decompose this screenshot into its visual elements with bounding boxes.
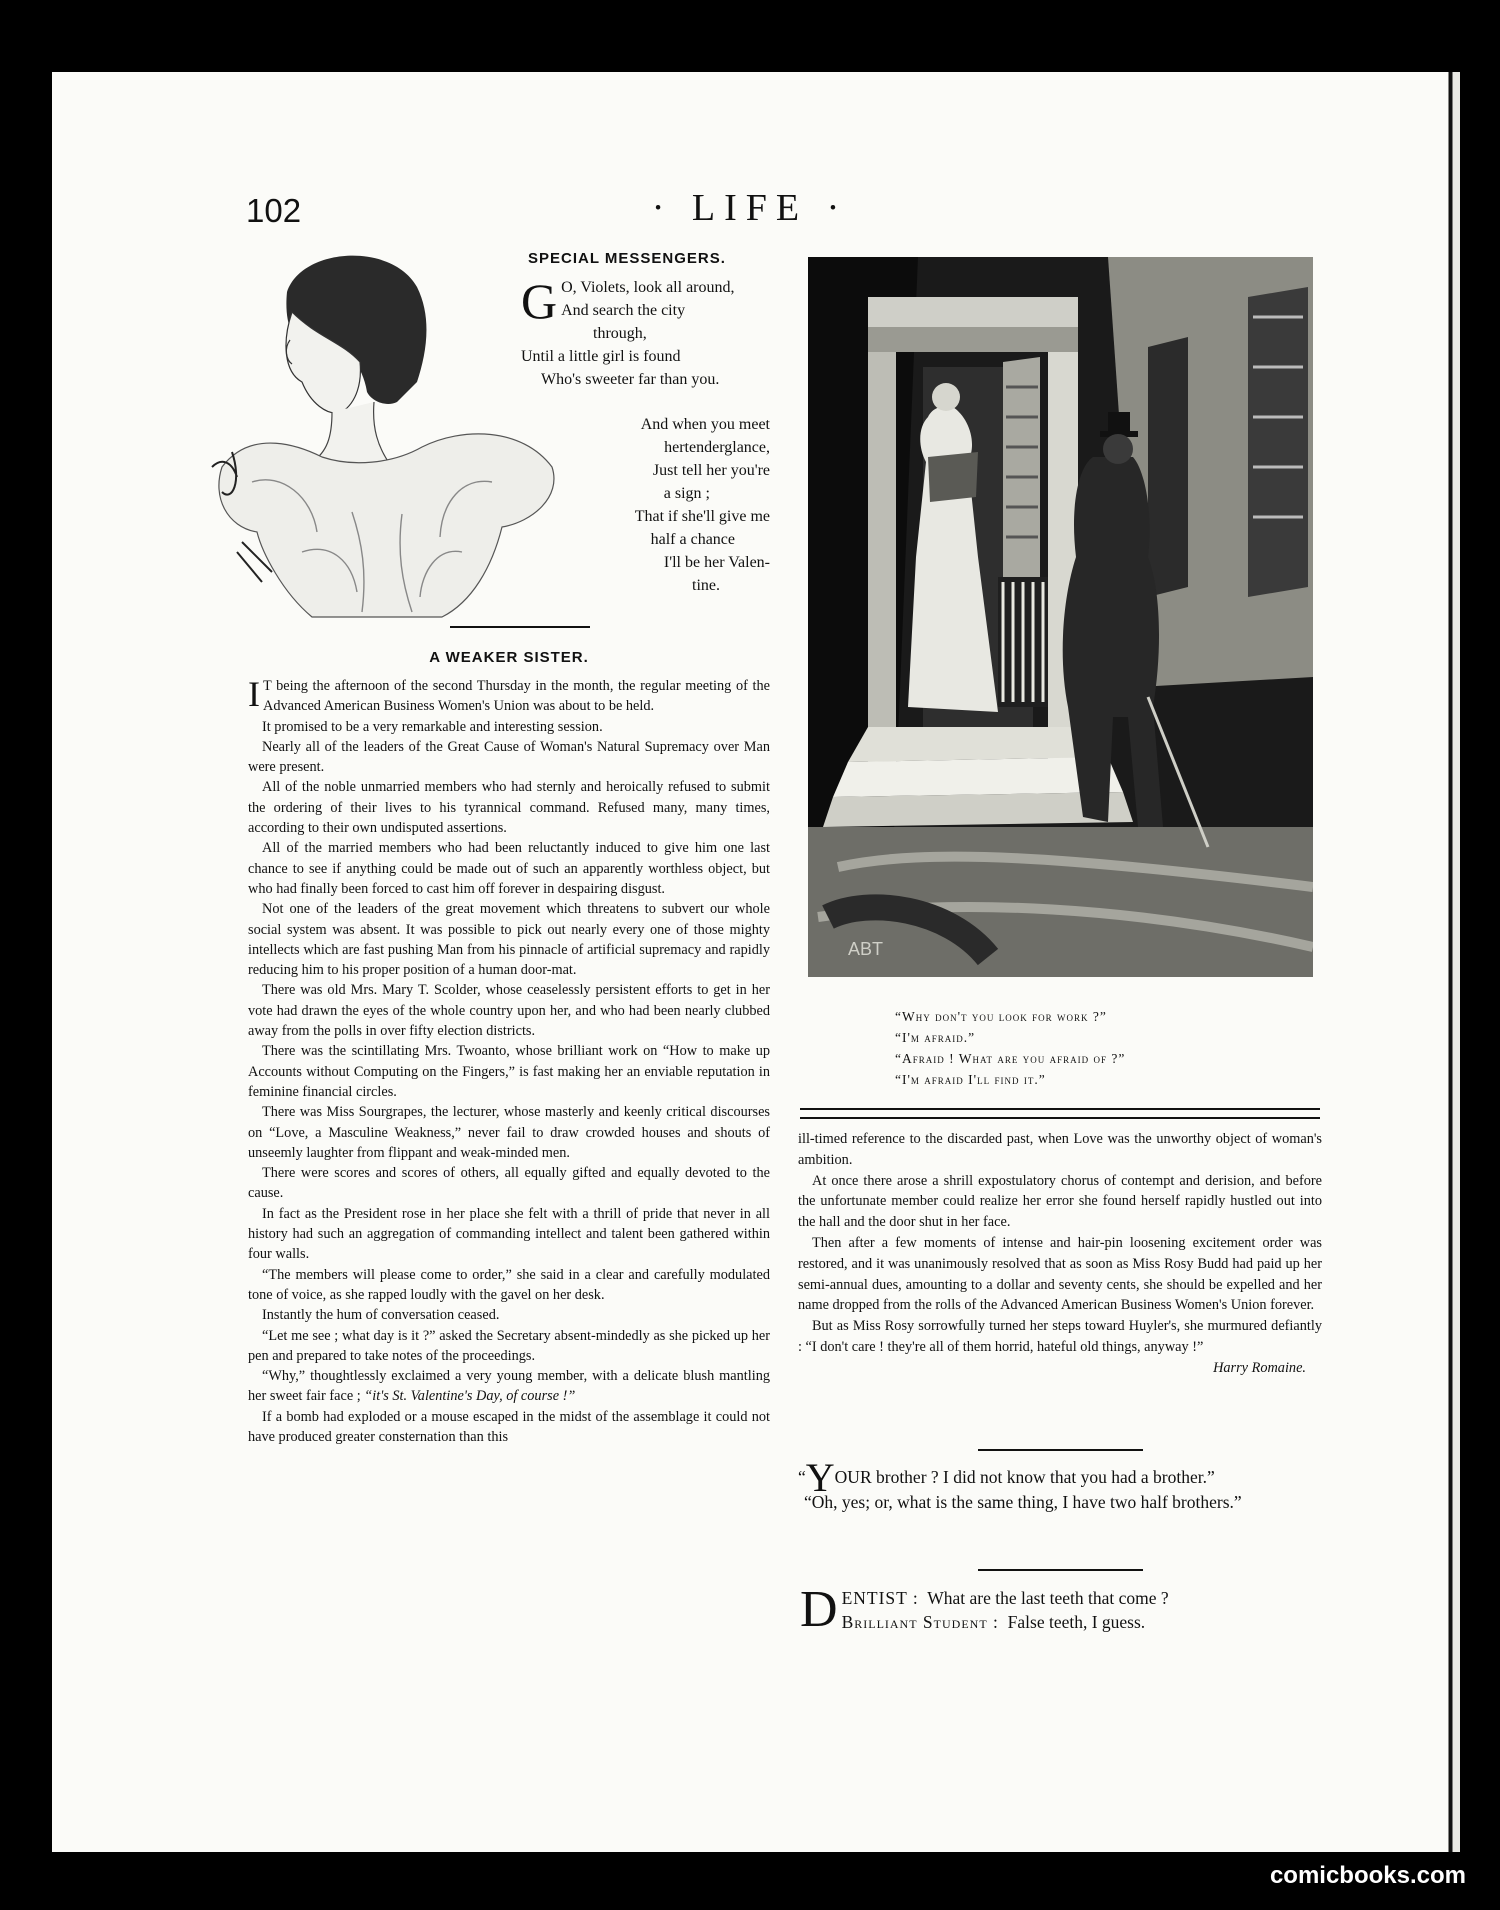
story-paragraph: In fact as the President rose in her place she felt with a thrill of pride that never in all history had such an aggregation of commanding intellect and talent been gathered within four walls.: [248, 1205, 770, 1263]
story-paragraph: Then after a few moments of intense and hair-pin loosening excitement order was restored, and it was unanimously resolved that as soon as Miss Rosy Budd had paid up her semi-annual dues, amounting to a dollar and seventy cents, she should be expelled and her name dropped from the rolls of the Advanced American Business Women's Union forever.: [798, 1234, 1322, 1314]
poem-stanza-1: [521, 273, 771, 391]
story-column-2: [798, 1129, 1322, 1379]
section-rule: [978, 1449, 1143, 1451]
joke-line: “Oh, yes; or, what is the same thing, I have two half brothers.”: [804, 1492, 1242, 1512]
joke-line: “YOUR brother ? I did not know that you had a brother.”: [798, 1455, 1215, 1500]
caption-line: “Why don't you look for work ?”: [895, 1009, 1107, 1024]
poem-line: a sign ;: [663, 485, 710, 502]
poem-line: hertenderglance,: [664, 439, 770, 456]
watermark: comicbooks.com: [1269, 1862, 1466, 1889]
story-paragraph: ill-timed reference to the discarded past, when Love was the unworthy object of woman's ambition.: [798, 1131, 1322, 1168]
story-paragraph: Instantly the hum of conversation ceased.: [262, 1307, 500, 1324]
poem-drop-cap: G: [521, 273, 558, 329]
illustration-caption: [895, 1006, 1125, 1090]
story-paragraph: “Why,” thoughtlessly exclaimed a very young member, with a delicate blush mantling her sweet fair face ; “it's St. Valentine's Day, of course !”: [248, 1368, 770, 1405]
poem-line: That if she'll give me: [634, 508, 770, 525]
caption-line: “I'm afraid I'll find it.”: [895, 1072, 1046, 1087]
story-paragraph: There was old Mrs. Mary T. Scolder, whose ceaselessly persistent efforts to get in her vote had drawn the eyes of the whole country upon her, and who had been nearly clubbed away from the polls in over fifty election districts.: [248, 982, 770, 1040]
poem-line: half a chance: [650, 531, 735, 548]
caption-line: “Afraid ! What are you afraid of ?”: [895, 1051, 1126, 1066]
poem-stanza-2: [590, 413, 770, 597]
joke-line: Brilliant Student : False teeth, I guess.: [841, 1612, 1146, 1632]
story-paragraph: All of the married members who had been reluctantly induced to give him one last chance to see if anything could be made out of such an apparently worthless object, but who had finally been forced to cast him off forever in despairing disgust.: [248, 840, 770, 897]
poem-line: through,: [593, 325, 647, 342]
poem-line: Until a little girl is found: [521, 348, 681, 365]
poem-line: Who's sweeter far than you.: [541, 371, 720, 388]
story-paragraph: Nearly all of the leaders of the Great Cause of Woman's Natural Supremacy over Man were present.: [248, 738, 770, 776]
story-paragraph: Not one of the leaders of the great movement which threatens to subvert our whole social system was absent. It was possible to pick out nearly every one of those mighty intellects which are fast pushing Man from his pinnacle of artificial supremacy and rapidly reducing him to his proper position of a human door-mat.: [248, 901, 770, 979]
poem-line: And when you meet: [640, 416, 770, 433]
story-paragraph: But as Miss Rosy sorrowfully turned her steps toward Huyler's, she murmured defiantly : “I don't care ! they're all of them horrid, hateful old things, anyway !” Harry Romaine.: [798, 1316, 1322, 1358]
story-paragraph: At once there arose a shrill expostulatory chorus of contempt and derision, and before the unfortunate member could realize her error she found herself rapidly hustled out into the hall and the door shut in her face.: [798, 1172, 1322, 1231]
masthead: · LIFE ·: [651, 187, 849, 229]
story-paragraph: “Let me see ; what day is it ?” asked the Secretary absent-mindedly as she picked up her pen and prepared to take notes of the proceedings.: [248, 1327, 770, 1364]
illustration-signature: ABT: [848, 939, 884, 959]
story-paragraph: If a bomb had exploded or a mouse escaped in the midst of the assemblage it could not have produced greater consternation than this: [248, 1408, 770, 1445]
porch-scene-illustration: [808, 257, 1313, 977]
author-signature: Harry Romaine.: [1213, 1359, 1306, 1376]
poem-line: And search the city: [561, 302, 686, 319]
story-paragraph: There was Miss Sourgrapes, the lecturer, whose masterly and keenly critical discourses on “Love, a Masculine Weakness,” never fail to draw crowded houses and shouts of unseemly laughter from flippant and weak-minded men.: [248, 1104, 770, 1161]
story-paragraph: It promised to be a very remarkable and interesting session.: [262, 718, 603, 735]
story-paragraph: All of the noble unmarried members who had sternly and heroically refused to submit the ordering of their lives to his tyrannical command. Refused many, many times, according to their own undisputed assertions.: [248, 779, 770, 837]
page-number: 102: [246, 192, 302, 229]
poem-line: Just tell her you're: [652, 462, 770, 479]
double-rule: [800, 1108, 1320, 1119]
joke-brother: [798, 1455, 1324, 1514]
joke-drop-cap: Y: [805, 1455, 835, 1500]
joke-dentist: [800, 1581, 1320, 1638]
story-paragraph: I T being the afternoon of the second Thursday in the month, the regular meeting of the Advanced American Business Women's Union was about to be held.: [248, 674, 770, 715]
story-column-1: [248, 676, 770, 1447]
story-paragraph: There was the scintillating Mrs. Twoanto, whose brilliant work on “How to make up Accounts without Computing on the Fingers,” is fast making her an enviable reputation in feminine financial circles.: [248, 1043, 770, 1100]
poem-line: tine.: [692, 577, 720, 594]
story-title: A WEAKER SISTER.: [429, 649, 589, 666]
valentine-quote: “it's St. Valentine's Day, of course !”: [364, 1388, 576, 1405]
story-drop-cap: I: [248, 674, 260, 714]
joke-line: ENTIST : What are the last teeth that come ?: [841, 1588, 1169, 1608]
story-paragraph: There were scores and scores of others, all equally gifted and equally devoted to the cause.: [248, 1165, 770, 1202]
poem-title: SPECIAL MESSENGERS.: [528, 250, 726, 267]
poem-line: O, Violets, look all around,: [561, 279, 735, 296]
page-spine: [1442, 72, 1460, 1852]
joke-drop-cap: D: [800, 1581, 838, 1638]
story-paragraph: “The members will please come to order,” she said in a clear and carefully modulated tone of voice, as she rapped loudly with the gavel on her desk.: [248, 1266, 770, 1303]
section-rule: [978, 1569, 1143, 1571]
poem-line: I'll be her Valen-: [663, 554, 770, 571]
section-rule: [450, 626, 590, 628]
caption-line: “I'm afraid.”: [895, 1030, 976, 1045]
